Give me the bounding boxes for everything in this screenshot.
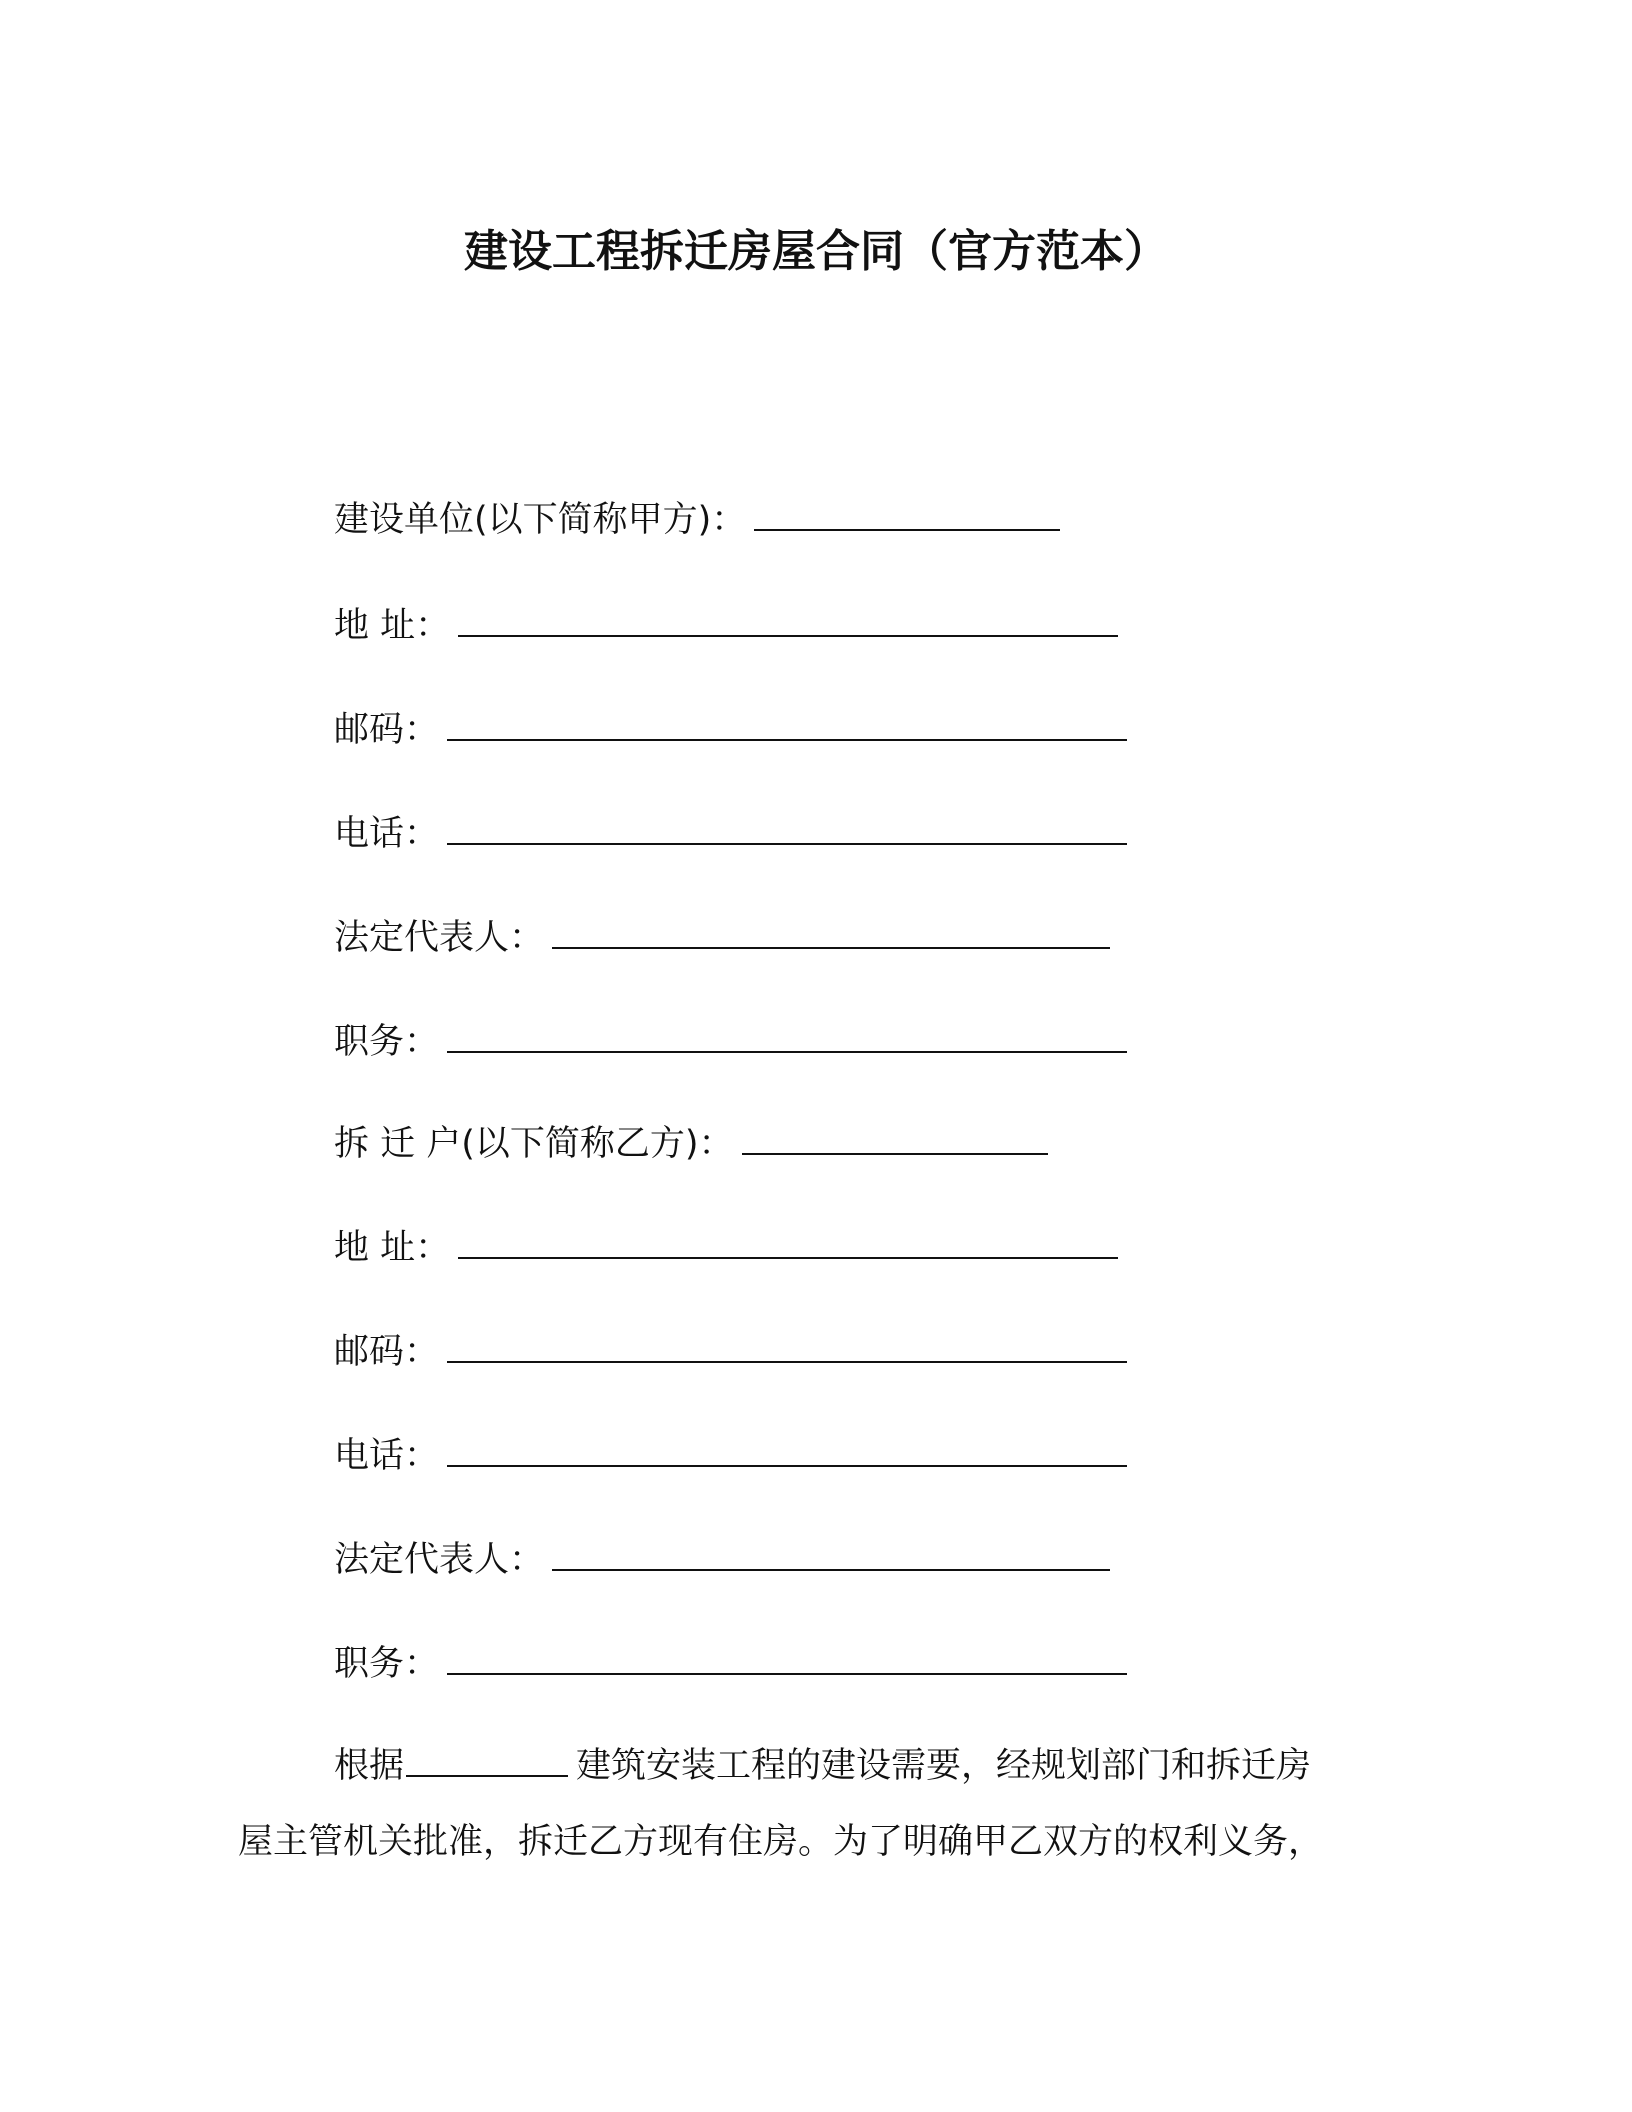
party-b-name-blank[interactable] <box>742 1125 1048 1155</box>
field-label: 邮码： <box>334 710 440 750</box>
party-b-address-row <box>334 1224 1118 1272</box>
party-a-address-row <box>334 602 1118 650</box>
field-label: 地 址： <box>334 1228 451 1268</box>
field-label: 电话： <box>334 814 440 854</box>
party-b-phone-row <box>334 1432 1127 1480</box>
party-b-heading-row <box>334 1120 1048 1168</box>
party-b-address-blank[interactable] <box>458 1229 1118 1259</box>
party-b-representative-row <box>334 1536 1110 1584</box>
field-label: 电话： <box>334 1436 440 1476</box>
party-a-position-blank[interactable] <box>447 1023 1127 1053</box>
field-label: 职务： <box>334 1022 440 1062</box>
party-b-position-row <box>334 1640 1127 1688</box>
party-a-postcode-blank[interactable] <box>447 711 1127 741</box>
party-b-postcode-blank[interactable] <box>447 1333 1127 1363</box>
paragraph-line-1 <box>334 1742 1311 1790</box>
party-a-postcode-row <box>334 706 1127 754</box>
document-title: 建设工程拆迁房屋合同（官方范本） <box>464 226 1168 277</box>
party-a-phone-row <box>334 810 1127 858</box>
party-b-phone-blank[interactable] <box>447 1437 1127 1467</box>
field-label: 邮码： <box>334 1332 440 1372</box>
party-a-address-blank[interactable] <box>458 607 1118 637</box>
paragraph-line-2: 屋主管机关批准，拆迁乙方现有住房。为了明确甲乙双方的权利义务， <box>238 1822 1324 1862</box>
paragraph-prefix: 根据 <box>334 1746 405 1786</box>
field-label: 法定代表人： <box>334 918 545 958</box>
project-name-blank[interactable] <box>406 1749 568 1777</box>
field-label: 地 址： <box>334 606 451 646</box>
paragraph-line-1-text: 建筑安装工程的建设需要，经规划部门和拆迁房 <box>576 1746 1312 1786</box>
party-a-position-row <box>334 1018 1127 1066</box>
party-a-representative-row <box>334 914 1110 962</box>
party-b-position-blank[interactable] <box>447 1645 1127 1675</box>
field-label: 法定代表人： <box>334 1540 545 1580</box>
party-a-name-blank[interactable] <box>754 501 1060 531</box>
party-b-representative-blank[interactable] <box>552 1541 1110 1571</box>
party-b-postcode-row <box>334 1328 1127 1376</box>
party-a-representative-blank[interactable] <box>552 919 1110 949</box>
field-label: 职务： <box>334 1644 440 1684</box>
party-a-phone-blank[interactable] <box>447 815 1127 845</box>
party-a-heading-row <box>334 496 1060 544</box>
party-b-heading: 拆 迁 户(以下简称乙方)： <box>334 1124 734 1164</box>
party-a-heading: 建设单位(以下简称甲方)： <box>334 500 747 540</box>
